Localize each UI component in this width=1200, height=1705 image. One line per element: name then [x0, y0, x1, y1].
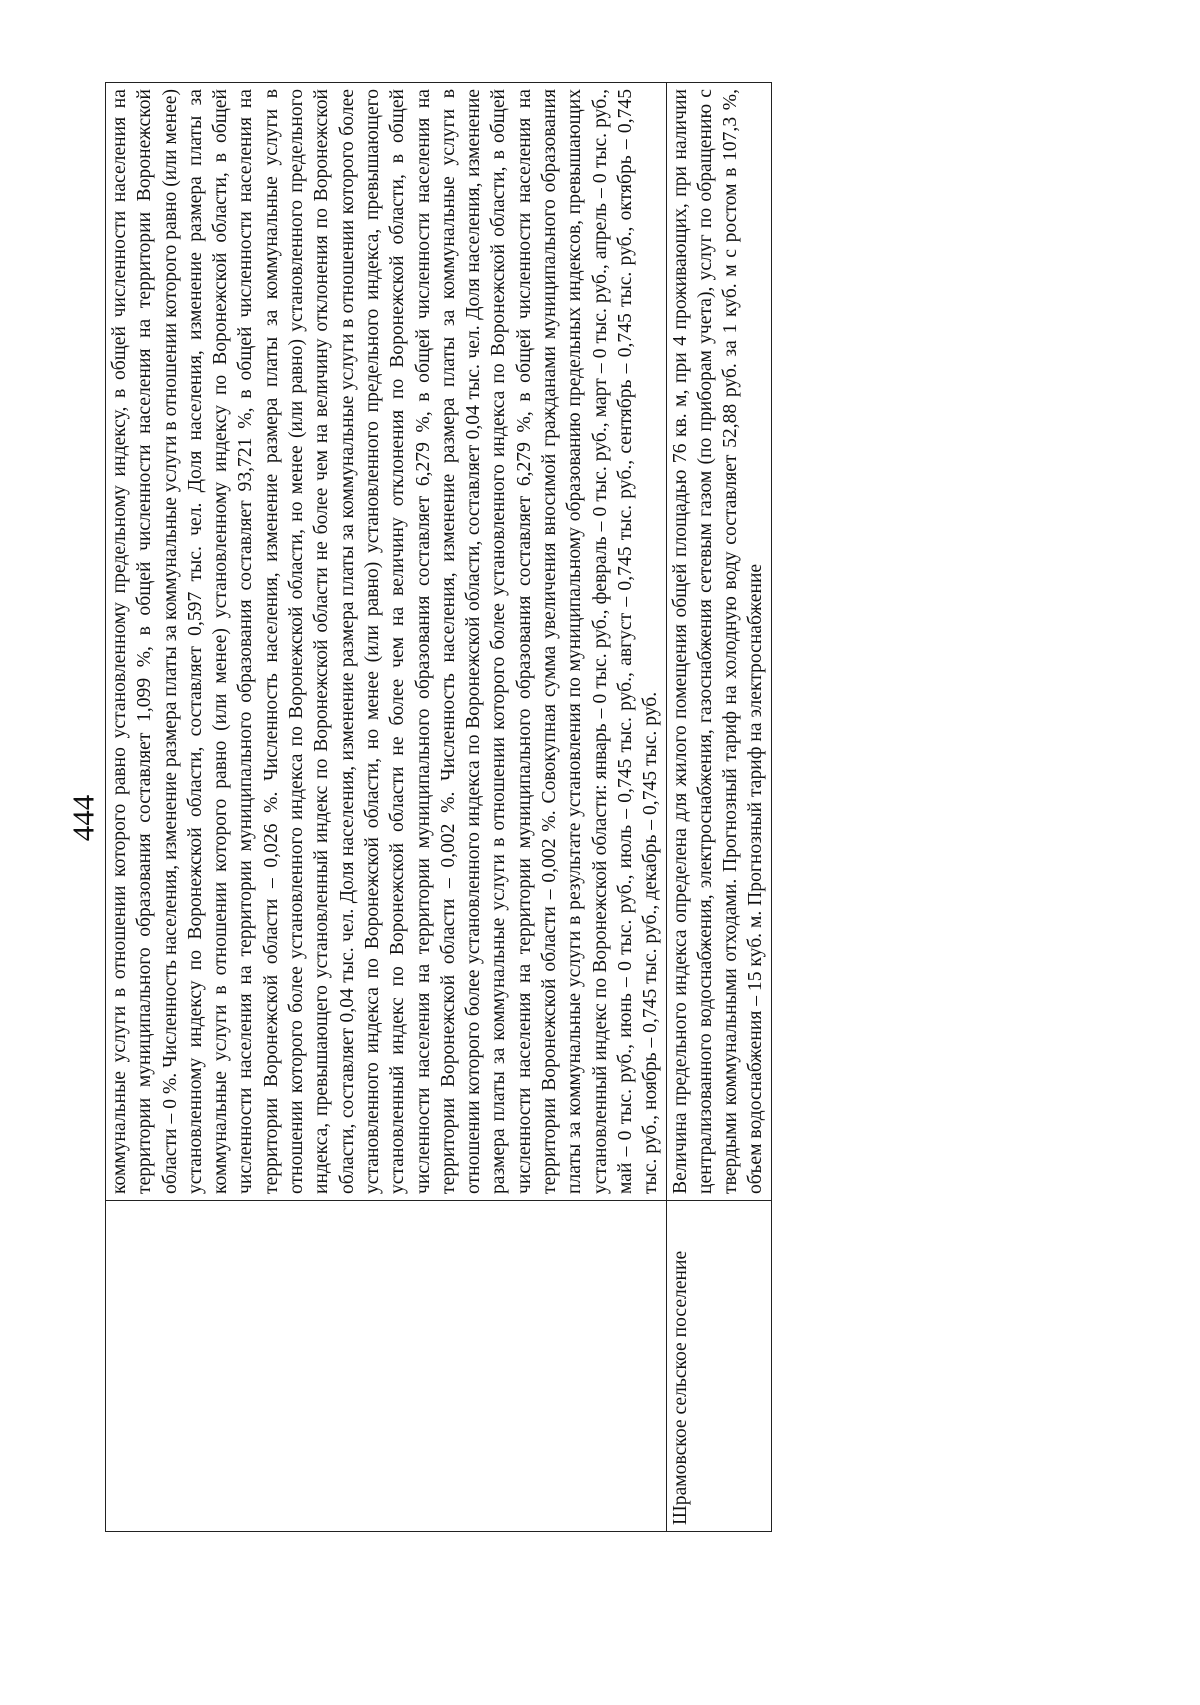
document-table — [105, 82, 772, 1532]
document-table-region — [105, 82, 1065, 1532]
table-cell-description: коммунальные услуги в отношении которого равно установленному предельному индексу, в общей численности населения на территории муниципального образования составляет 1,099 %, в общей численности населения на территории Воронежской области – 0 %. Численность населения, изменение размера платы за коммунальные услуги в отношении которого равно (или менее) установленному индексу по Воронежской области, составляет 0,597 тыс. чел. Доля населения, изменение размера платы за коммунальные услуги в отношении которого равно (или менее) установленному индексу по Воронежской области, в общей численности населения на территории муниципального образования составляет 93,721 %, в общей численности населения на территории Воронежской области – 0,026 %. Численность населения, изменение размера платы за коммунальные услуги в отношении которого более установленного индекса по Воронежской области, но менее (или равно) установленного предельного индекса, превышающего установленный индекс по Воронежской области не более чем на величину отклонения по Воронежской области, составляет 0,04 тыс. чел. Доля населения, изменение размера платы за коммунальные услуги в отношении которого более установленного индекса по Воронежской области, но менее (или равно) установленного предельного индекса, превышающего установленный индекс по Воронежской области не более чем на величину отклонения по Воронежской области, в общей численности населения на территории муниципального образования составляет 6,279 %, в общей численности населения на территории Воронежской области – 0,002 %. Численность населения, изменение размера платы за коммунальные услуги в отношении которого более установленного индекса по Воронежской области, составляет 0,04 тыс. чел. Доля населения, изменение размера платы за коммунальные услуги в отношении которого более установленного индекса по Воронежской области, в общей численности населения на территории муниципального образования составляет 6,279 %, в общей численности населения на территории Воронежской области – 0,002 %. Совокупная сумма увеличения вносимой гражданами муниципального образования платы за коммунальные услуги в результате установления по муниципальному образованию предельных индексов, превышающих установленный индекс по Воронежской области: январь – 0 тыс. руб., февраль – 0 тыс. руб., март – 0 тыс. руб., апрель – 0 тыс. руб., май – 0 тыс. руб., июнь – 0 тыс. руб., июль – 0,745 тыс. руб., август – 0,745 тыс. руб., сентябрь – 0,745 тыс. руб., октябрь – 0,745 тыс. руб., ноябрь – 0,745 тыс. руб., декабрь – 0,745 тыс. руб. — [106, 83, 667, 1201]
table-cell-name — [106, 1201, 667, 1532]
table-row — [106, 83, 667, 1532]
table-cell-description: Величина предельного индекса определена для жилого помещения общей площадью 76 кв. м, при 4 проживающих, при наличии централизованного водоснабжения, электроснабжения, газоснабжения сетевым газом (по приборам учета), услуг по обращению с твердыми коммунальными отходами. Прогнозный тариф на холодную воду составляет 52,88 руб. за 1 куб. м с ростом в 107,3 %, объем водоснабжения – 15 куб. м. Прогнозный тариф на электроснабжение — [666, 83, 771, 1201]
rotated-table-wrapper — [105, 82, 1065, 1532]
table-row — [666, 83, 771, 1532]
page-number-text: 444 — [65, 794, 100, 842]
page-number — [63, 788, 103, 848]
table-cell-name: Шрамовское сельское поселение — [666, 1201, 771, 1532]
